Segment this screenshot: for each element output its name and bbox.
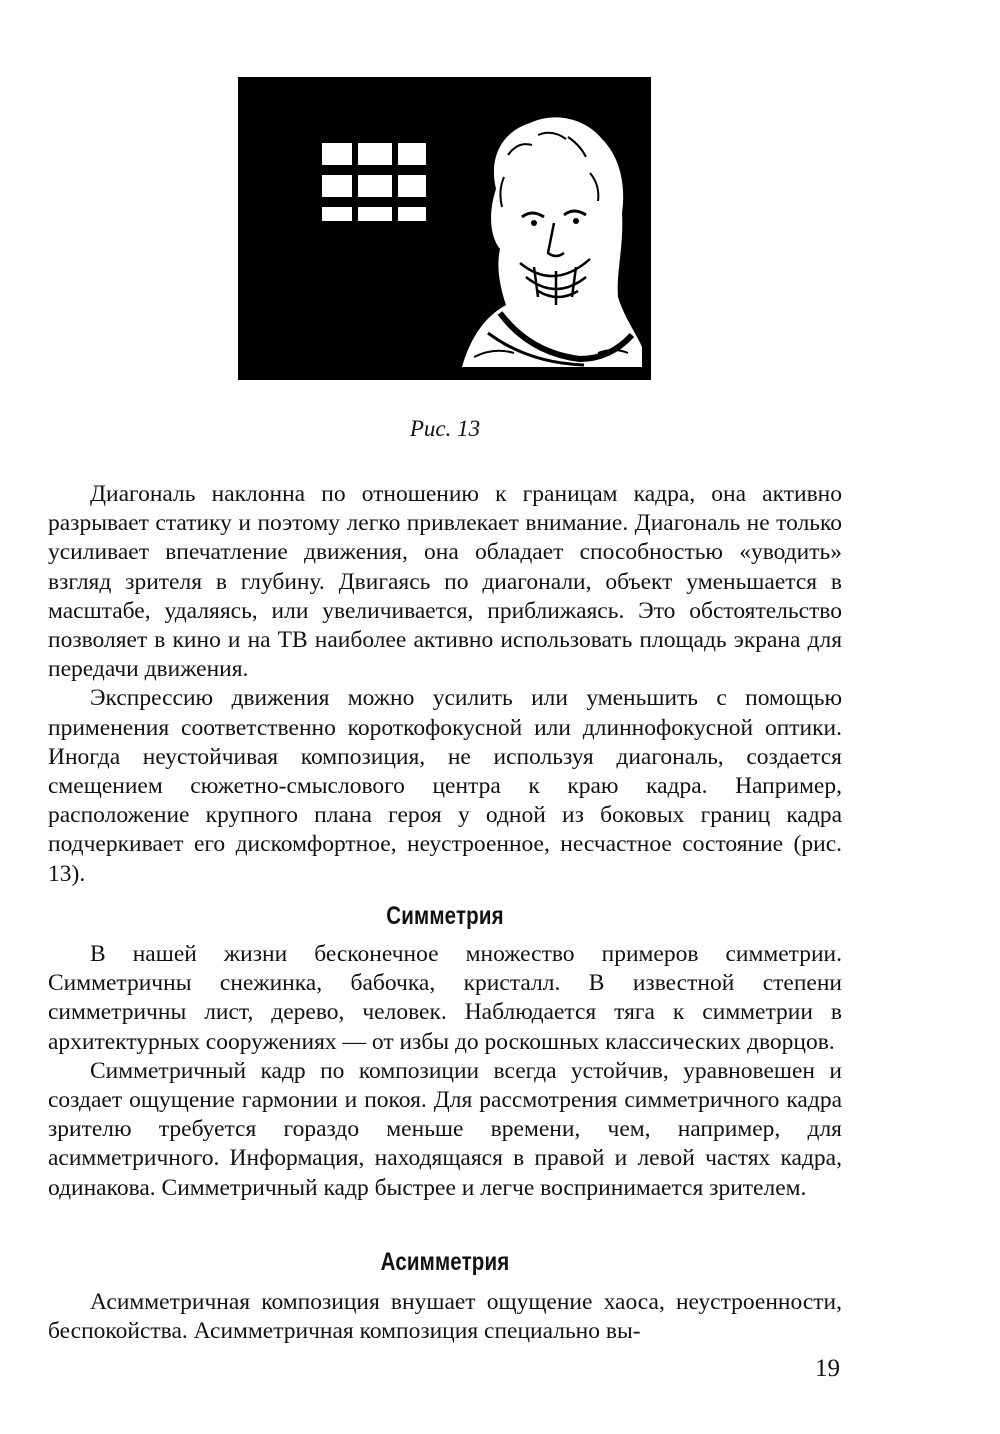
- figure-illustration: [238, 77, 651, 380]
- page-number: 19: [815, 1355, 840, 1382]
- heading-symmetry: Симметрия: [386, 902, 504, 930]
- figure-caption: Рис. 13: [409, 416, 481, 441]
- paragraph: В нашей жизни бесконечное множество примеров симметрии. Симметричны снежинка, бабочка, кристалл. В известной степени симметричны лист, дерево, человек. Наблюдается тяга к симметрии в архитектурных сооружениях — от избы до роскошных классических дворцов.: [48, 941, 842, 1055]
- window-grid: [322, 143, 426, 221]
- prisoner-portrait-illustration: [238, 77, 651, 380]
- heading-asymmetry: Асимметрия: [380, 1248, 510, 1276]
- section-asymmetry-text: [48, 1288, 842, 1346]
- section-diagonal-text: [48, 480, 842, 889]
- paragraph: Асимметричная композиция внушает ощущение хаоса, неустроенности, беспокойства. Асимметричная композиция специально вы-: [48, 1289, 842, 1345]
- paragraph: Диагональ наклонна по отношению к границам кадра, она активно разрывает статику и поэтому легко привлекает внимание. Диагональ не только усиливает впечатление движения, она обладает способностью «уводить» взгляд зрителя в глубину. Двигаясь по диагонали, объект уменьшается в масштабе, удаляясь, или увеличивается, приближаясь. Это обстоятельство позволяет в кино и на ТВ наиболее активно использовать площадь экрана для передачи движения.: [48, 481, 842, 683]
- section-symmetry-text: [48, 940, 842, 1203]
- paragraph: Симметричный кадр по композиции всегда устойчив, уравновешен и создает ощущение гармонии и покоя. Для рассмотрения симметричного кадра зрителю требуется гораздо меньше времени, чем, например, для асимметричного. Информация, находящаяся в правой и левой частях кадра, одинакова. Симметричный кадр быстрее и легче воспринимается зрителем.: [48, 1057, 842, 1201]
- paragraph: Экспрессию движения можно усилить или уменьшить с помощью применения соответственно короткофокусной или длиннофокусной оптики. Иногда неустойчивая композиция, не используя диагональ, создается смещением сюжетно-смыслового центра к краю кадра. Например, расположение крупного плана героя у одной из боковых границ кадра подчеркивает его дискомфортное, неустроенное, несчастное состояние (рис. 13).: [48, 685, 842, 887]
